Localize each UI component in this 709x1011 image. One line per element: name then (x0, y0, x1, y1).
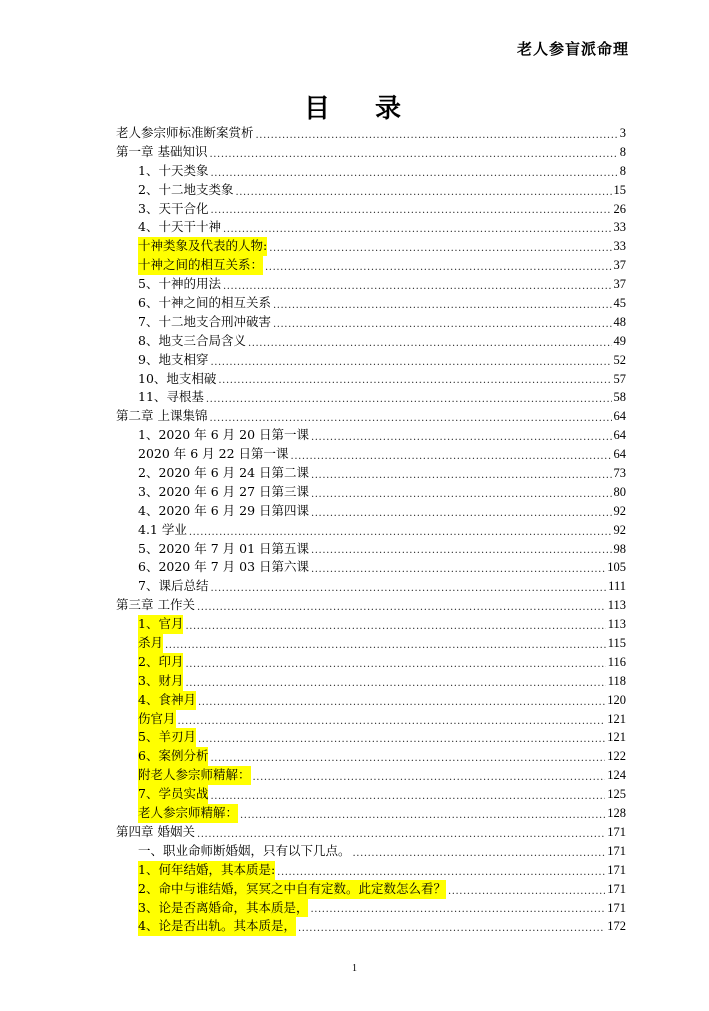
toc-entry-label: 十神之间的相互关系： (138, 256, 263, 275)
toc-entry-label: 1、十天类象 (138, 162, 209, 178)
toc-leader-dots (210, 200, 611, 219)
toc-entry-page: 8 (619, 144, 626, 159)
toc-leader-dots (291, 445, 612, 464)
toc-entry-page: 171 (607, 900, 626, 915)
toc-entry[interactable] (116, 653, 626, 672)
toc-entry[interactable] (116, 710, 626, 729)
toc-entry-label: 11、寻根基 (138, 389, 204, 405)
toc-entry-page: 121 (607, 730, 626, 745)
page-title: 目 录 (303, 94, 420, 124)
toc-leader-dots (185, 653, 605, 672)
toc-entry[interactable] (116, 351, 626, 370)
toc-entry-label: 4.1 学业 (138, 521, 187, 537)
toc-entry-label: 3、财月 (138, 672, 183, 691)
toc-entry-page: 45 (613, 296, 626, 310)
toc-entry[interactable] (116, 275, 626, 294)
toc-leader-dots (198, 691, 605, 710)
toc-leader-dots (206, 388, 612, 407)
toc-entry-page: 98 (613, 541, 626, 556)
toc-leader-dots (209, 407, 611, 426)
toc-entry-page: 48 (613, 314, 626, 329)
toc-leader-dots (248, 332, 612, 351)
toc-entry[interactable] (116, 332, 626, 351)
toc-leader-dots (210, 785, 605, 804)
toc-entry-label: 2020 年 6 月 22 日第一课 (138, 446, 289, 462)
toc-entry[interactable] (116, 804, 626, 823)
toc-leader-dots (210, 577, 606, 596)
toc-entry[interactable] (116, 823, 626, 842)
toc-entry-label: 4、论是否出轨。其本质是， (138, 917, 296, 936)
toc-leader-dots (240, 804, 605, 823)
toc-entry-label: 6、案例分析 (138, 747, 208, 766)
toc-leader-dots (218, 370, 611, 389)
toc-entry-page: 105 (607, 560, 626, 575)
toc-entry-page: 116 (607, 654, 626, 669)
toc-entry[interactable] (116, 521, 626, 540)
toc-entry-page: 171 (607, 824, 626, 839)
toc-entry-page: 80 (613, 484, 626, 499)
toc-entry-label: 3、2020 年 6 月 27 日第三课 (138, 483, 309, 499)
toc-leader-dots (197, 596, 606, 615)
toc-entry-label: 1、何年结婚，其本质是: (138, 861, 275, 880)
toc-entry[interactable] (116, 691, 626, 710)
toc-entry-page: 172 (607, 919, 626, 934)
toc-entry[interactable] (116, 256, 626, 275)
toc-entry[interactable] (116, 502, 626, 521)
toc-entry[interactable] (116, 672, 626, 691)
toc-entry-label: 老人参宗师精解： (138, 804, 238, 823)
toc-entry[interactable] (116, 370, 626, 389)
toc-leader-dots (311, 464, 612, 483)
toc-leader-dots (189, 521, 612, 540)
toc-entry-page: 171 (607, 843, 626, 858)
toc-entry-page: 57 (613, 371, 626, 386)
running-header: 老人参盲派命理 (516, 40, 629, 58)
toc-entry-page: 171 (607, 862, 626, 877)
toc-leader-dots (223, 275, 612, 294)
toc-leader-dots (185, 615, 605, 634)
toc-entry-label: 9、地支相穿 (138, 351, 209, 367)
toc-entry-page: 118 (607, 673, 626, 688)
toc-entry[interactable] (116, 181, 626, 200)
toc-entry-label: 8、地支三合局含义 (138, 332, 246, 348)
toc-entry-page: 37 (613, 277, 626, 292)
toc-entry-label: 4、食神月 (138, 691, 196, 710)
toc-entry-page: 37 (613, 258, 626, 273)
toc-entry-label: 4、2020 年 6 月 29 日第四课 (138, 502, 309, 518)
toc-leader-dots (273, 294, 612, 313)
toc-entry-label: 十神类象及代表的人物: (138, 237, 267, 256)
page-number: 1 (352, 963, 357, 974)
toc-entry[interactable] (116, 842, 626, 861)
toc-entry[interactable] (116, 162, 626, 181)
toc-entry-label: 5、2020 年 7 月 01 日第五课 (138, 540, 309, 556)
toc-leader-dots (253, 766, 606, 785)
toc-leader-dots (311, 426, 612, 445)
toc-entry[interactable] (116, 237, 626, 256)
toc-entry-page: 33 (613, 239, 626, 254)
toc-leader-dots (353, 842, 606, 861)
toc-entry[interactable] (116, 294, 626, 313)
toc-leader-dots (235, 181, 611, 200)
toc-entry-page: 26 (613, 201, 626, 216)
toc-entry[interactable] (116, 464, 626, 483)
table-of-contents (116, 124, 626, 936)
toc-entry-label: 第四章 婚姻关 (116, 823, 195, 839)
toc-entry-page: 120 (607, 692, 626, 707)
toc-leader-dots (197, 823, 605, 842)
toc-entry-label: 10、地支相破 (138, 370, 217, 386)
toc-entry-page: 15 (613, 182, 626, 197)
toc-entry-page: 128 (607, 806, 626, 821)
toc-entry-label: 2、印月 (138, 653, 183, 672)
toc-entry-label: 6、2020 年 7 月 03 日第六课 (138, 559, 309, 575)
toc-entry-page: 3 (619, 125, 626, 140)
toc-entry-label: 2、2020 年 6 月 24 日第二课 (138, 465, 309, 481)
toc-leader-dots (277, 861, 605, 880)
toc-entry-label: 第三章 工作关 (116, 597, 195, 613)
toc-entry-page: 49 (613, 333, 626, 348)
toc-leader-dots (178, 710, 606, 729)
toc-entry[interactable] (116, 124, 626, 143)
toc-entry[interactable] (116, 218, 626, 237)
toc-entry-page: 64 (613, 428, 626, 443)
toc-entry[interactable] (116, 445, 626, 464)
toc-entry-label: 1、2020 年 6 月 20 日第一课 (138, 427, 309, 443)
toc-leader-dots (209, 143, 617, 162)
toc-entry-label: 2、十二地支类象 (138, 181, 234, 197)
toc-leader-dots (256, 124, 618, 143)
toc-entry[interactable] (116, 729, 626, 748)
toc-entry-page: 8 (619, 163, 626, 178)
toc-entry[interactable] (116, 615, 626, 634)
toc-leader-dots (311, 558, 605, 577)
toc-leader-dots (311, 540, 612, 559)
toc-leader-dots (310, 899, 605, 918)
toc-entry[interactable] (116, 143, 626, 162)
toc-entry-label: 第一章 基础知识 (116, 143, 208, 159)
toc-entry-label: 7、课后总结 (138, 578, 209, 594)
toc-entry[interactable] (116, 861, 626, 880)
toc-entry-label: 伤官月 (138, 710, 176, 729)
toc-entry[interactable] (116, 426, 626, 445)
toc-leader-dots (311, 502, 612, 521)
toc-entry-page: 113 (607, 617, 626, 632)
toc-entry[interactable] (116, 880, 626, 899)
toc-entry-label: 1、官月 (138, 615, 183, 634)
toc-entry-label: 3、论是否离婚命，其本质是， (138, 899, 308, 918)
toc-entry[interactable] (116, 785, 626, 804)
toc-entry-page: 125 (607, 787, 626, 802)
toc-entry-page: 58 (613, 390, 626, 405)
toc-entry-label: 2、命中与谁结婚，冥冥之中自有定数。此定数怎么看？ (138, 880, 446, 899)
toc-entry-label: 7、学员实战 (138, 785, 208, 804)
toc-leader-dots (210, 351, 611, 370)
toc-leader-dots (269, 237, 611, 256)
toc-entry-label: 3、天干合化 (138, 200, 209, 216)
toc-entry-label: 老人参宗师标准断案赏析 (116, 124, 254, 140)
toc-leader-dots (210, 747, 605, 766)
toc-entry[interactable] (116, 558, 626, 577)
toc-entry[interactable] (116, 596, 626, 615)
toc-entry-label: 第二章 上课集锦 (116, 408, 208, 424)
toc-entry-page: 171 (607, 881, 626, 896)
toc-leader-dots (198, 729, 605, 748)
toc-entry[interactable] (116, 540, 626, 559)
toc-entry-label: 6、十神之间的相互关系 (138, 295, 271, 310)
toc-entry-label: 一、职业命师断婚姻，只有以下几点。 (138, 842, 351, 858)
toc-leader-dots (273, 313, 612, 332)
toc-entry-page: 92 (613, 522, 626, 537)
toc-leader-dots (165, 634, 606, 653)
toc-entry-page: 92 (613, 503, 626, 518)
toc-entry-page: 33 (613, 220, 626, 235)
toc-entry-page: 115 (607, 636, 626, 651)
toc-entry-page: 64 (613, 447, 626, 462)
toc-entry[interactable] (116, 917, 626, 936)
toc-entry[interactable] (116, 747, 626, 766)
toc-entry-page: 52 (613, 352, 626, 367)
toc-leader-dots (223, 218, 612, 237)
toc-entry-page: 124 (607, 768, 626, 783)
toc-entry-label: 5、羊刃月 (138, 728, 196, 747)
toc-leader-dots (265, 256, 611, 275)
toc-entry-page: 121 (607, 711, 626, 726)
toc-entry[interactable] (116, 313, 626, 332)
toc-entry-label: 4、十天干十神 (138, 219, 221, 235)
toc-entry[interactable] (116, 766, 626, 785)
toc-entry[interactable] (116, 577, 626, 596)
toc-leader-dots (448, 880, 605, 899)
toc-entry[interactable] (116, 634, 626, 653)
toc-entry-page: 111 (608, 579, 626, 594)
toc-leader-dots (210, 162, 617, 181)
toc-entry-label: 附老人参宗师精解： (138, 766, 251, 785)
toc-entry-label: 5、十神的用法 (138, 276, 221, 292)
toc-entry[interactable] (116, 407, 626, 426)
toc-leader-dots (185, 672, 605, 691)
toc-leader-dots (311, 483, 612, 502)
toc-leader-dots (298, 917, 605, 936)
toc-entry-page: 113 (607, 598, 626, 613)
toc-entry[interactable] (116, 200, 626, 219)
toc-entry[interactable] (116, 899, 626, 918)
toc-entry-label: 7、十二地支合刑冲破害 (138, 313, 271, 329)
toc-entry[interactable] (116, 388, 626, 407)
toc-entry-page: 122 (607, 749, 626, 764)
toc-entry-label: 杀月 (138, 634, 163, 653)
toc-entry-page: 64 (613, 409, 626, 424)
toc-entry[interactable] (116, 483, 626, 502)
toc-entry-page: 73 (613, 466, 626, 481)
